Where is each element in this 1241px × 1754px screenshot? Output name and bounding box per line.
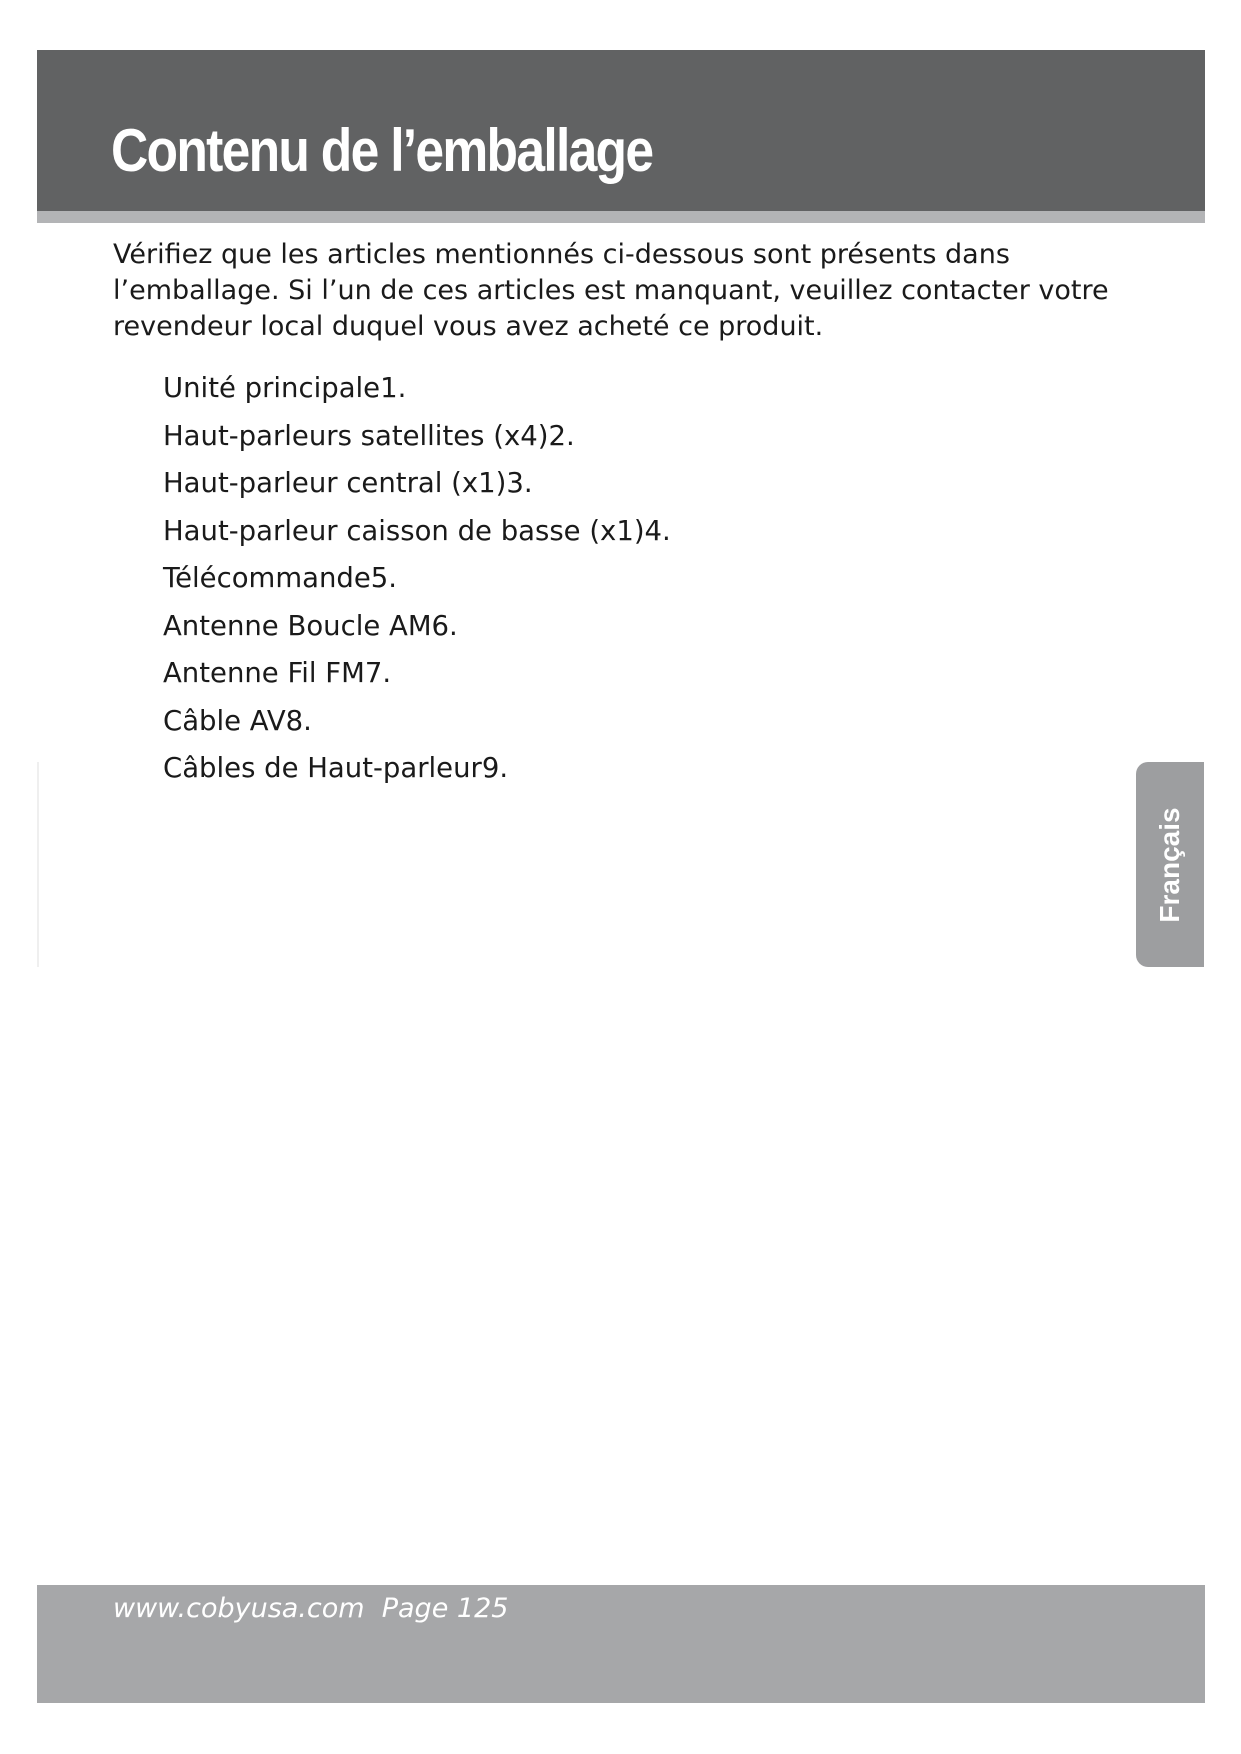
list-item: Câbles de Haut-parleur9. xyxy=(163,752,509,784)
left-margin-rule xyxy=(37,762,39,967)
list-item: Haut-parleur central (x1)3. xyxy=(163,467,533,499)
list-item: Unité principale1. xyxy=(163,372,407,404)
footer-website: www.cobyusa.com xyxy=(113,1593,365,1624)
header-stripe xyxy=(37,211,1205,223)
footer-text xyxy=(113,1593,508,1624)
page-title: Contenu de l’emballage xyxy=(111,117,653,184)
list-item: Télécommande5. xyxy=(163,562,398,594)
package-contents-list xyxy=(163,365,671,793)
list-item: Haut-parleur caisson de basse (x1)4. xyxy=(163,514,671,547)
language-tab-label: Français xyxy=(1154,806,1185,923)
list-item: Câble AV8. xyxy=(163,704,312,737)
intro-paragraph: Vérifiez que les articles mentionnés ci-dessous sont présents dans l’emballage. Si l’un de ces articles est manquant, veuillez contacter votre revendeur local duquel vous avez acheté ce produit. xyxy=(113,239,1109,342)
footer-page-number: Page 125 xyxy=(381,1593,509,1624)
list-item: Antenne Boucle AM6. xyxy=(163,609,458,642)
language-tab xyxy=(1136,762,1204,967)
list-item: Haut-parleurs satellites (x4)2. xyxy=(163,419,575,452)
list-item: Antenne Fil FM7. xyxy=(163,657,392,689)
